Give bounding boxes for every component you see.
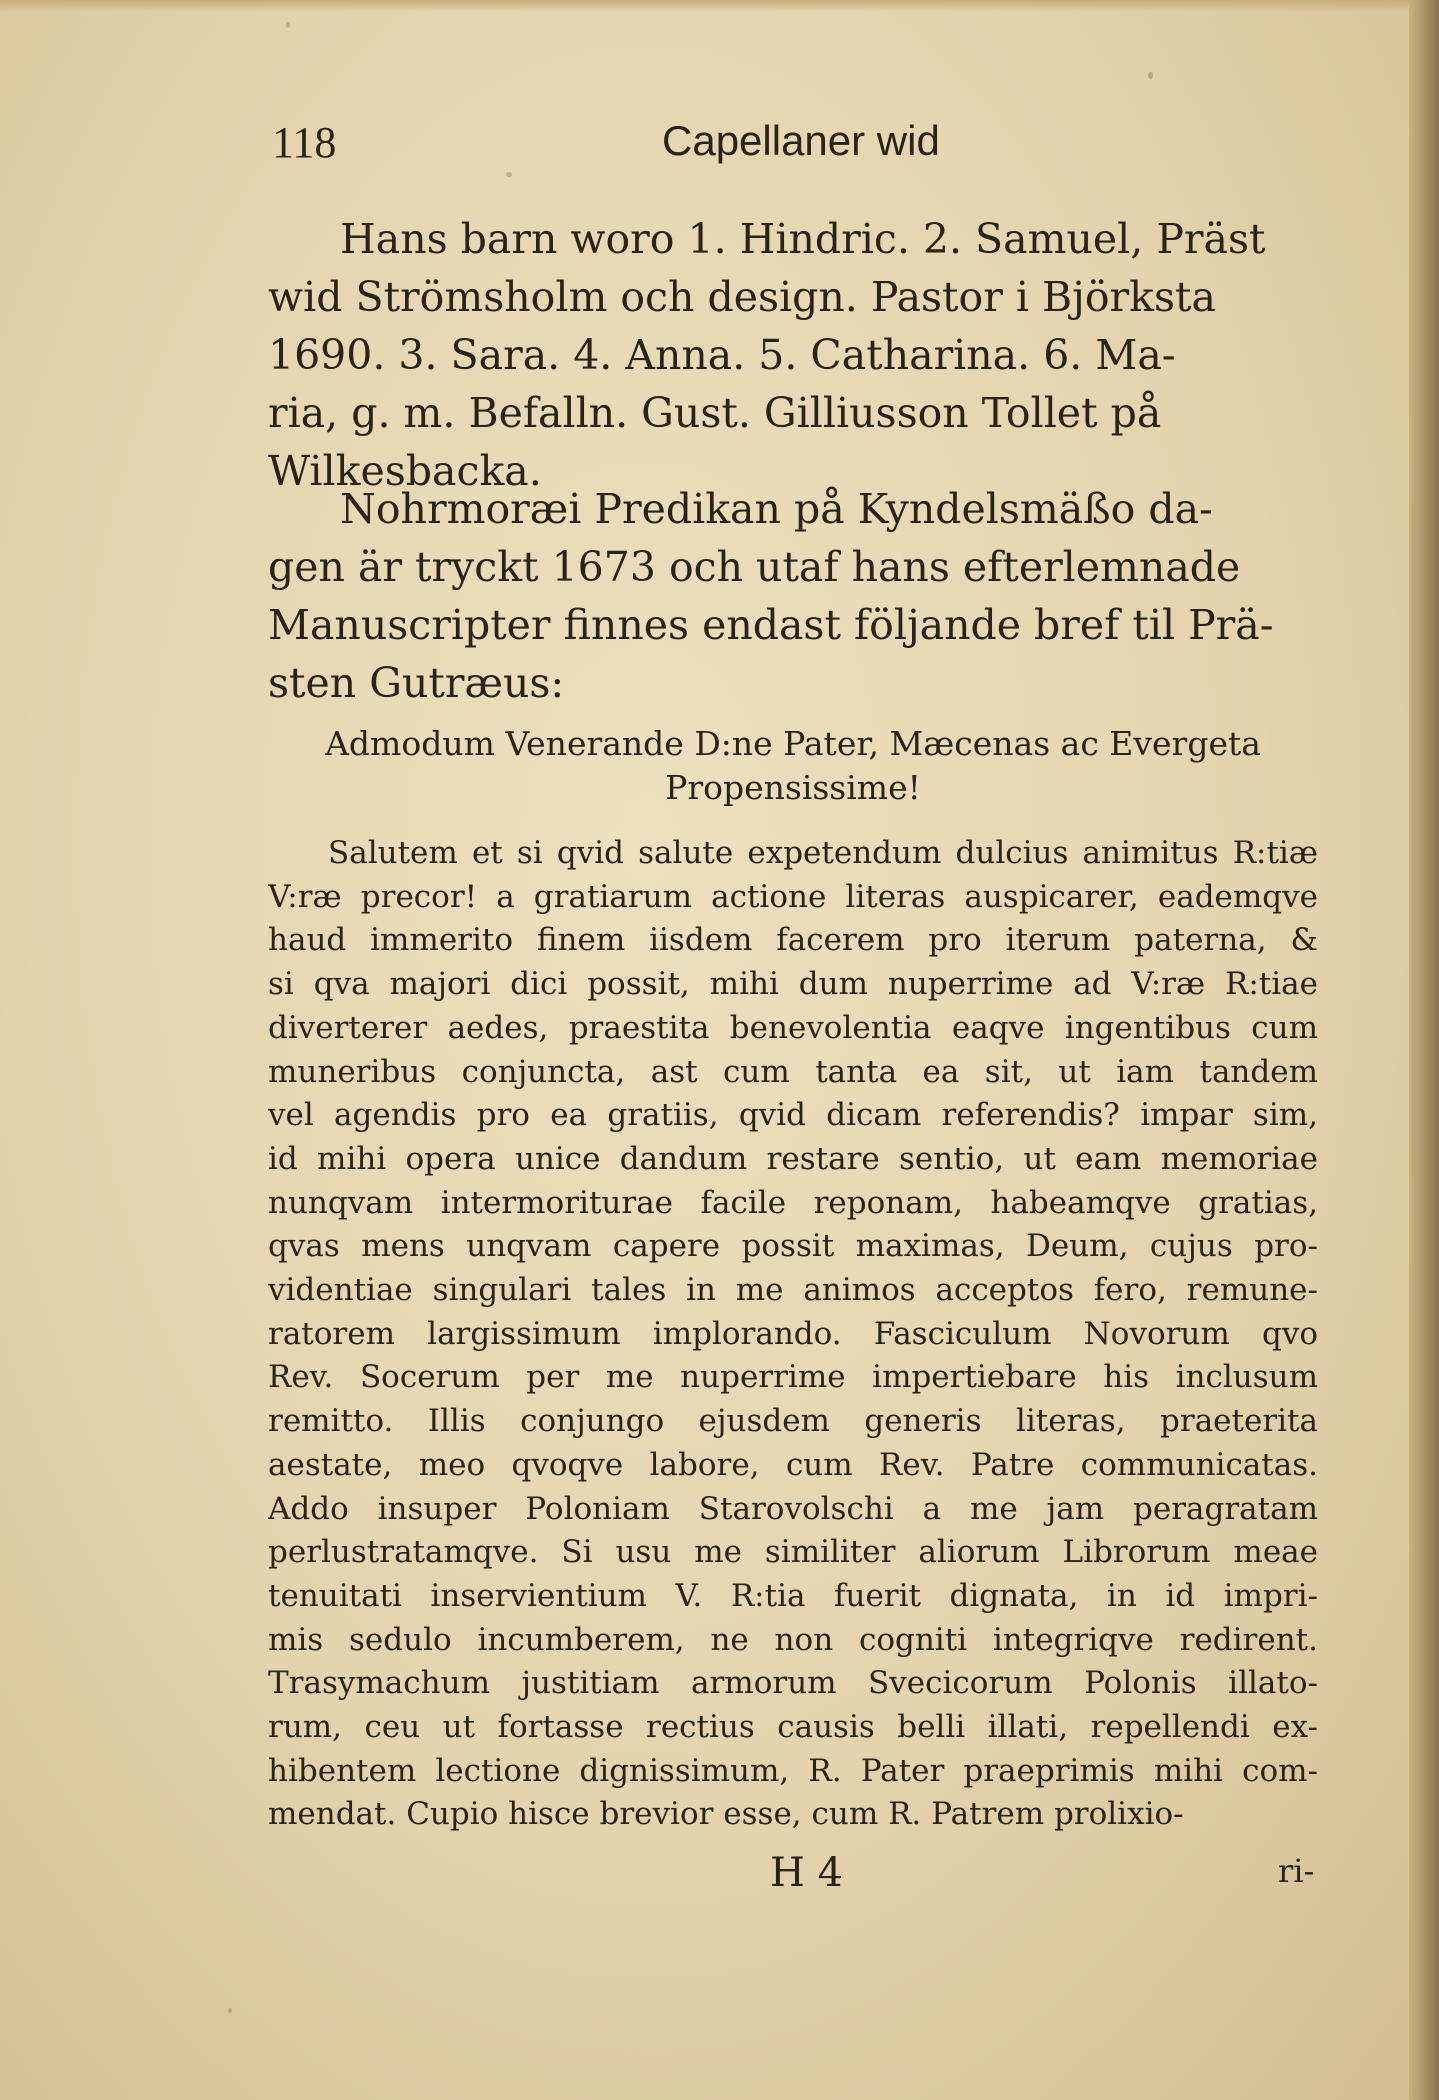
letter-line: nunqvam intermoriturae facile reponam, habeamqve gratias, [268, 1184, 1318, 1221]
text-line: sten Gutræus: [268, 659, 565, 707]
paper-spot [286, 22, 290, 28]
letter-line: remitto. Illis conjungo ejusdem generis literas, praeterita [268, 1403, 1318, 1440]
signature-mark: H 4 [770, 1850, 844, 1896]
paper-spot [228, 2008, 232, 2013]
letter-line: Addo insuper Poloniam Starovolschi a me jam peragratam [268, 1490, 1318, 1527]
letter-line: mis sedulo incumberem, ne non cogniti integriqve redirent. [268, 1621, 1318, 1658]
letter-line: tenuitati inservientium V. R:tia fuerit dignata, in id impri- [268, 1577, 1318, 1614]
text-line: gen är tryckt 1673 och utaf hans efterlemnade [268, 543, 1241, 591]
text-line: Hans barn woro 1. Hindric. 2. Samuel, Präst [340, 215, 1266, 263]
letter-line: perlustratamqve. Si usu me similiter aliorum Librorum meae [268, 1534, 1318, 1571]
letter-line: si qva majori dici possit, mihi dum nuperrime ad V:ræ R:tiae [268, 966, 1318, 1003]
page-top-edge [0, 0, 1439, 12]
salutation-line: Admodum Venerande D:ne Pater, Mæcenas ac Evergeta [325, 724, 1261, 763]
letter-line: id mihi opera unice dandum restare sentio, ut eam memoriae [268, 1140, 1318, 1177]
catchword: ri- [1278, 1852, 1315, 1890]
letter-line: videntiae singulari tales in me animos acceptos fero, remune- [268, 1272, 1318, 1309]
text-line: Nohrmoræi Predikan på Kyndelsmäßo da- [340, 485, 1213, 533]
letter-line: diverterer aedes, praestita benevolentia eaqve ingentibus cum [268, 1009, 1318, 1046]
letter-line: Trasymachum justitiam armorum Svecicorum Polonis illato- [268, 1665, 1318, 1702]
page-binding-edge [1409, 0, 1439, 2100]
paragraph-children [268, 210, 1318, 500]
page-header [272, 112, 1312, 182]
letter-line: vel agendis pro ea gratiis, qvid dicam referendis? impar sim, [268, 1097, 1318, 1134]
text-line: Manuscripter finnes endast följande bref til Prä- [268, 601, 1274, 649]
letter-line: Salutem et si qvid salute expetendum dulcius animitus R:tiæ [328, 835, 1318, 871]
letter-line: ratorem largissimum implorando. Fasciculum Novorum qvo [268, 1315, 1318, 1352]
letter-line: mendat. Cupio hisce brevior esse, cum R. Patrem prolixio- [268, 1796, 1184, 1833]
letter-line: V:ræ precor! a gratiarum actione literas auspicarer, eademqve [268, 878, 1318, 915]
letter-line: aestate, meo qvoqve labore, cum Rev. Patre communicatas. [268, 1446, 1318, 1483]
page-number: 118 [272, 118, 337, 167]
salutation-line: Propensissime! [665, 768, 921, 807]
text-line: wid Strömsholm och design. Pastor i Björksta [268, 273, 1216, 321]
text-line: Wilkesbacka. [268, 447, 542, 495]
paper-spot [1148, 72, 1153, 79]
letter-line: muneribus conjuncta, ast cum tanta ea sit, ut iam tandem [268, 1053, 1318, 1090]
letter-line: qvas mens unqvam capere possit maximas, Deum, cujus pro- [268, 1228, 1318, 1265]
paragraph-sermon [268, 480, 1318, 712]
text-line: 1690. 3. Sara. 4. Anna. 5. Catharina. 6. Ma- [268, 331, 1176, 379]
running-head: Capellaner wid [662, 117, 940, 164]
letter-line: Rev. Socerum per me nuperrime impertiebare his inclusum [268, 1359, 1318, 1396]
letter-line: haud immerito finem iisdem facerem pro iterum paterna, & [268, 922, 1318, 959]
text-line: ria, g. m. Befalln. Gust. Gilliusson Tollet på [268, 389, 1162, 437]
letter-body [268, 832, 1318, 1837]
letter-salutation [268, 722, 1318, 810]
letter-line: hibentem lectione dignissimum, R. Pater praeprimis mihi com- [268, 1752, 1318, 1789]
letter-line: rum, ceu ut fortasse rectius causis belli illati, repellendi ex- [268, 1709, 1318, 1746]
